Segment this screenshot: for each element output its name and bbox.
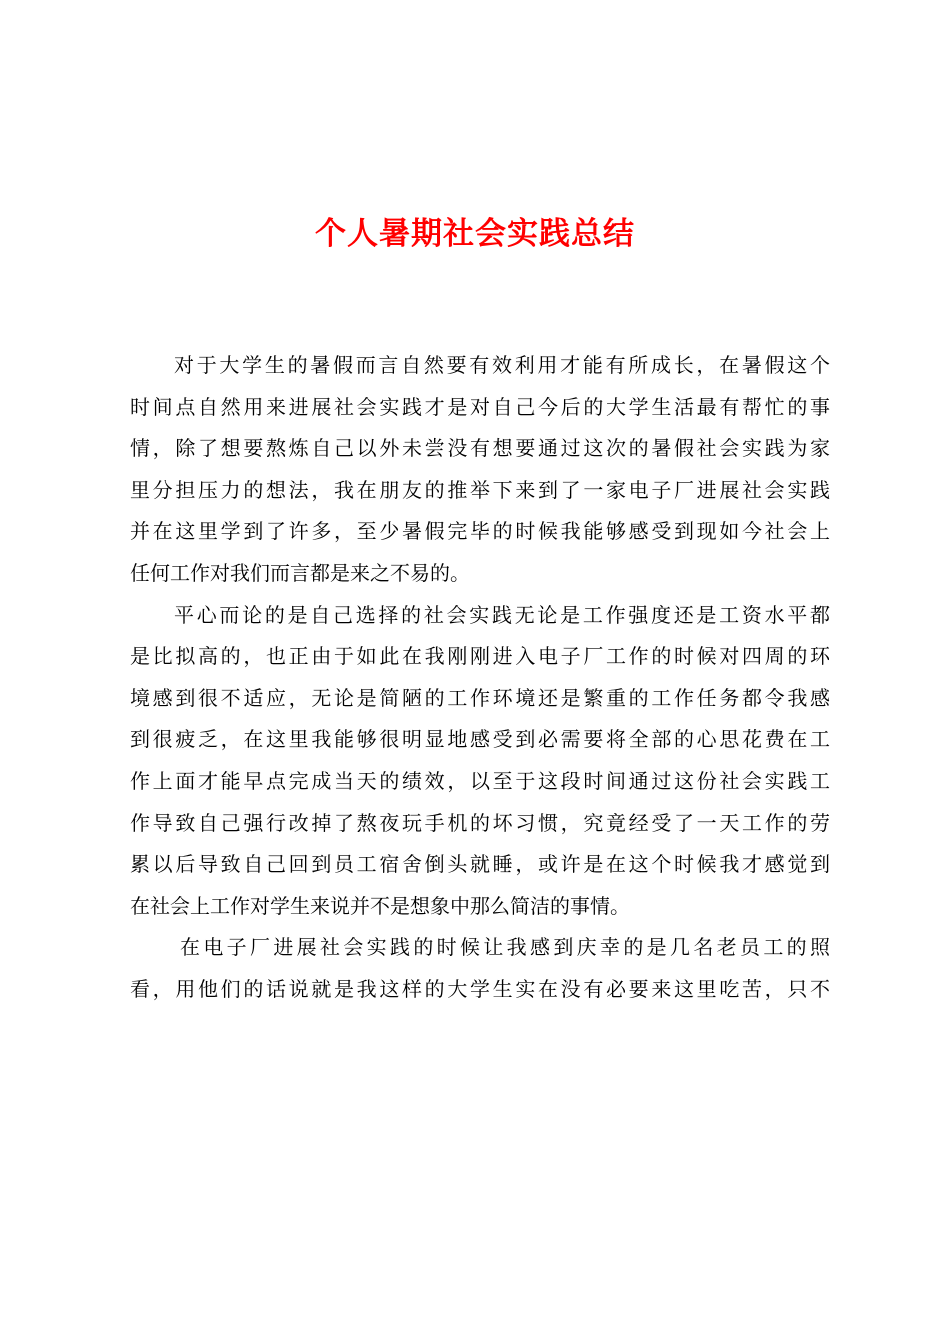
paragraph-2 — [130, 595, 830, 928]
text-line: 作导致自己强行改掉了熬夜玩手机的坏习惯，究竟经受了一天工作的劳 — [130, 810, 830, 835]
text-line: 平心而论的是自己选择的社会实践无论是工作强度还是工资水平都 — [174, 602, 830, 627]
text-line: 境感到很不适应，无论是简陋的工作环境还是繁重的工作任务都令我感 — [130, 685, 830, 710]
text-line: 任何工作对我们而言都是来之不易的。 — [130, 560, 470, 585]
text-line: 累以后导致自己回到员工宿舍倒头就睡，或许是在这个时候我才感觉到 — [130, 852, 830, 877]
paragraph-1 — [130, 345, 830, 595]
text-line: 里分担压力的想法，我在朋友的推举下来到了一家电子厂进展社会实践 — [130, 477, 830, 502]
text-line: 在电子厂进展社会实践的时候让我感到庆幸的是几名老员工的照 — [180, 935, 830, 960]
text-line: 时间点自然用来进展社会实践才是对自己今后的大学生活最有帮忙的事 — [130, 394, 830, 419]
paragraph-3 — [130, 927, 830, 1010]
text-line: 是比拟高的，也正由于如此在我刚刚进入电子厂工作的时候对四周的环 — [130, 644, 830, 669]
text-line: 情，除了想要熬炼自己以外未尝没有想要通过这次的暑假社会实践为家 — [130, 436, 830, 461]
text-line: 对于大学生的暑假而言自然要有效利用才能有所成长，在暑假这个 — [174, 353, 830, 377]
document-body — [130, 345, 830, 1011]
text-line: 到很疲乏，在这里我能够很明显地感受到必需要将全部的心思花费在工 — [130, 727, 830, 752]
text-line: 在社会上工作对学生来说并不是想象中那么简洁的事情。 — [130, 893, 630, 918]
text-line: 作上面才能早点完成当天的绩效，以至于这段时间通过这份社会实践工 — [130, 768, 830, 793]
document-title: 个人暑期社会实践总结 — [315, 216, 635, 252]
text-line: 并在这里学到了许多，至少暑假完毕的时候我能够感受到现如今社会上 — [130, 519, 830, 544]
text-line: 看，用他们的话说就是我这样的大学生实在没有必要来这里吃苦，只不 — [130, 976, 830, 1001]
